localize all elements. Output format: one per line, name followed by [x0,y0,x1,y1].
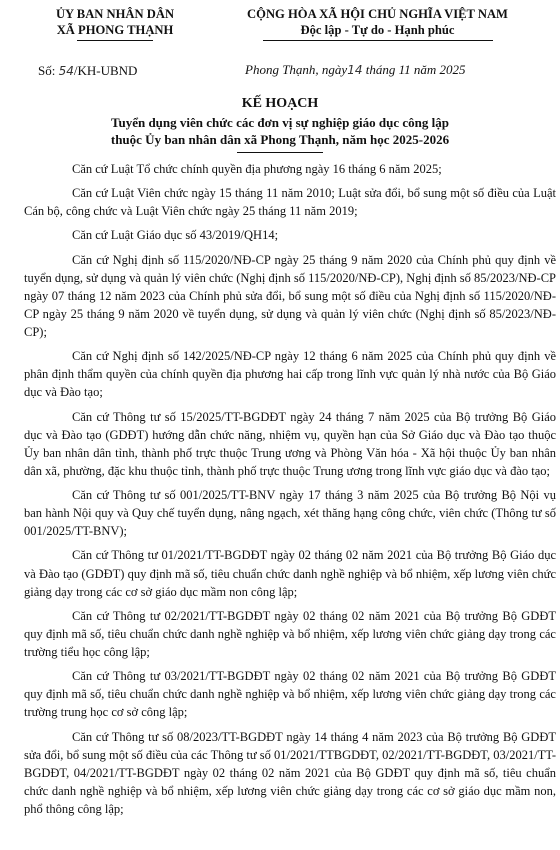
legal-basis-paragraph: Căn cứ Nghị định số 142/2025/NĐ-CP ngày 12 tháng 6 năm 2025 của Chính phủ quy định về phân định thẩm quyền của chính quyền địa phương hai cấp trong lĩnh vực quản lý nhà nước của Bộ Giáo dục và Đào tạo; [24,349,556,400]
title-underline [237,152,323,153]
date-day-handwritten: 14 [347,63,363,77]
legal-basis-paragraph: Căn cứ Luật Viên chức ngày 15 tháng 11 năm 2010; Luật sửa đổi, bổ sung một số điều của Luật Cán bộ, công chức và Luật Viên chức ngày 25 tháng 11 năm 2019; [24,186,556,219]
legal-basis-paragraph: Căn cứ Luật Giáo dục số 43/2019/QH14; [72,228,279,243]
legal-basis-paragraph: Căn cứ Thông tư 02/2021/TT-BGDĐT ngày 02 tháng 02 năm 2021 của Bộ trưởng Bộ GDĐT quy định mã số, tiêu chuẩn chức danh nghề nghiệp và bổ nhiệm, xếp lương viên chức giảng dạy trong các trường tiểu học công lập; [24,608,556,659]
agency-line-1: ỦY BAN NHÂN DÂN [55,7,175,21]
date-after: tháng 11 năm 2025 [365,62,466,77]
document-number [38,63,137,79]
date-before: Phong Thạnh, ngày [245,62,348,77]
agency-line-2: XÃ PHONG THẠNH [56,23,174,37]
nation-line-1: CỘNG HÒA XÃ HỘI CHỦ NGHĨA VIỆT NAM [247,7,508,21]
document-body [24,160,556,824]
doc-number-prefix: Số: [38,63,56,78]
legal-basis-paragraph: Căn cứ Thông tư 01/2021/TT-BGDĐT ngày 02 tháng 02 năm 2021 của Bộ trưởng Bộ Giáo dục và Đào tạo (GDĐT) quy định mã số, tiêu chuẩn chức danh nghề nghiệp và bổ nhiệm, xếp lương viên chức giảng dạy trong các cơ sở giáo dục mầm non công lập; [24,548,556,599]
doc-number-handwritten: 54 [58,64,74,78]
national-motto-header [205,6,550,41]
legal-basis-paragraph: Căn cứ Nghị định số 115/2020/NĐ-CP ngày 25 tháng 9 năm 2020 của Chính phủ quy định về tuyển dụng, sử dụng và quản lý viên chức (Nghị định số 115/2020/NĐ-CP), Nghị định số 85/2023/NĐ-CP ngày 07 tháng 12 năm 2023 của Chính phủ sửa đổi, bổ sung một số điều của Nghị định số 115/2020/NĐ-CP ngày 25 tháng 9 năm 2020 về tuyển dụng, sử dụng và quản lý viên chức (Nghị định số 85/2023/NĐ-CP); [24,252,556,340]
place-date [245,62,466,78]
agency-header [30,6,200,41]
document-subtitle [0,115,560,148]
legal-basis-paragraph: Căn cứ Thông tư số 08/2023/TT-BGDĐT ngày 14 tháng 4 năm 2023 của Bộ trưởng Bộ GDĐT sửa đổi, bổ sung một số điều của các Thông tư số 01/2021/TTBGDĐT, 02/2021/TT-BGDĐT, 03/2021/TT-BGDĐT, 04/2021/TT-BGDĐT ngày 02 tháng 02 năm 2021 của Bộ GDĐT quy định mã số, tiêu chuẩn chức danh nghề nghiệp và bổ nhiệm, xếp lương viên chức giảng dạy trong các cơ sở giáo dục mầm non, phổ thông công lập; [24,729,556,816]
doc-number-suffix: /KH-UBND [73,63,138,78]
agency-underline [77,40,153,41]
nation-line-2: Độc lập - Tự do - Hạnh phúc [300,23,455,37]
document-kind: KẾ HOẠCH [241,96,319,111]
legal-basis-paragraph: Căn cứ Thông tư số 001/2025/TT-BNV ngày 17 tháng 3 năm 2025 của Bộ trưởng Bộ Nội vụ ban hành Nội quy và Quy chế tuyển dụng, nâng ngạch, xét thăng hạng công chức, viên chức (Thông tư số 001/2025/TT-BNV); [24,488,556,539]
subtitle-line-2: thuộc Ủy ban nhân dân xã Phong Thạnh, năm học 2025-2026 [110,131,450,147]
subtitle-line-1: Tuyển dụng viên chức các đơn vị sự nghiệp giáo dục công lập [110,115,449,130]
legal-basis-paragraph: Căn cứ Luật Tổ chức chính quyền địa phương ngày 16 tháng 6 năm 2025; [72,162,442,176]
motto-underline [263,40,493,41]
legal-basis-paragraph: Căn cứ Thông tư số 15/2025/TT-BGDĐT ngày 24 tháng 7 năm 2025 của Bộ trưởng Bộ Giáo dục và Đào tạo (GDĐT) hướng dẫn chức năng, nhiệm vụ, quyền hạn của Sở Giáo dục và Đào tạo thuộc Ủy ban nhân dân tỉnh, thành phố trực thuộc Trung ương và Phòng Văn hóa - Xã hội thuộc Ủy ban nhân dân xã, phường, đặc khu thuộc tỉnh, thành phố trực thuộc Trung ương trong lĩnh vực giáo dục và đào tạo; [24,409,556,478]
legal-basis-paragraph: Căn cứ Thông tư 03/2021/TT-BGDĐT ngày 02 tháng 02 năm 2021 của Bộ trưởng Bộ GDĐT quy định mã số, tiêu chuẩn chức danh nghề nghiệp và bổ nhiệm, xếp lương viên chức giảng dạy trong các trường trung học cơ sở công lập; [24,669,556,720]
